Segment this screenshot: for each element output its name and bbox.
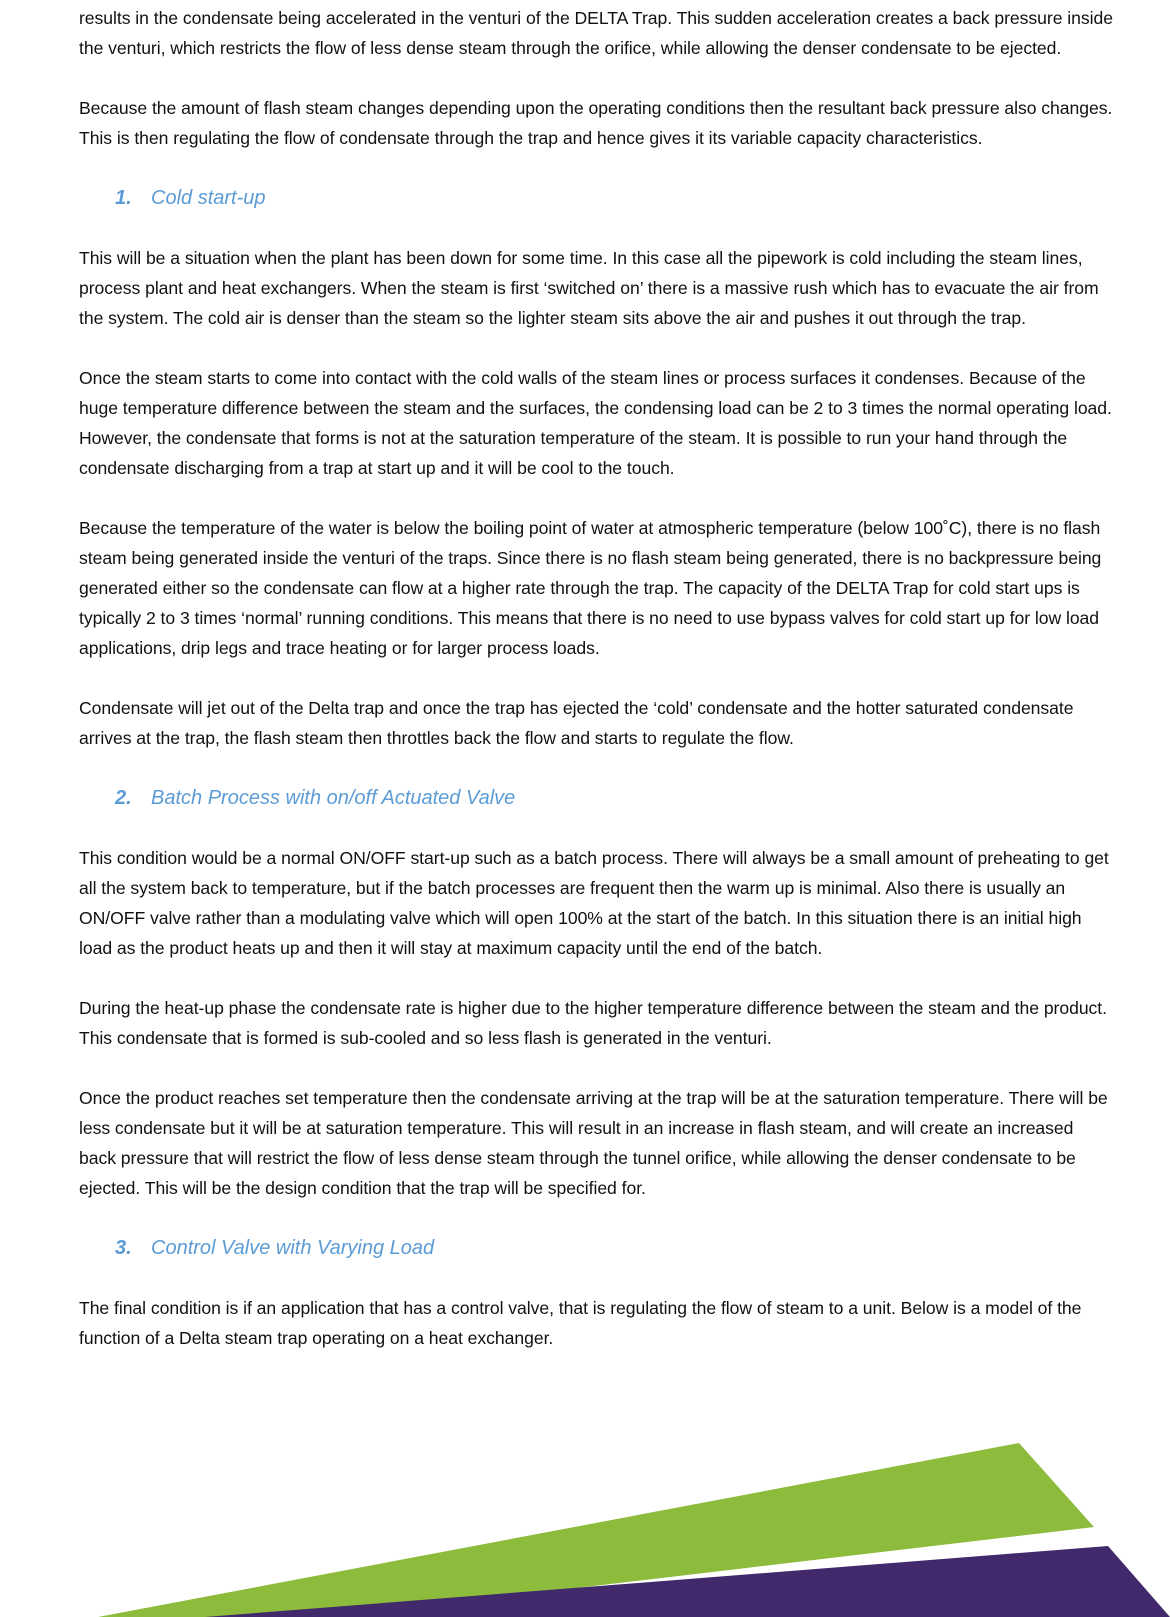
paragraph-steam-condenses: Once the steam starts to come into contact with the cold walls of the steam lines or process surfaces it condenses. Because of the huge temperature difference between the steam and the surfaces, the condensing load can be 2 to 3 times the normal operating load. However, the condensate that forms is not at the saturation temperature of the steam. It is possible to run your hand through the condensate discharging from a trap at start up and it will be cool to the touch.: [79, 368, 1112, 478]
paragraph-on-off-start-up: This condition would be a normal ON/OFF start-up such as a batch process. There will always be a small amount of preheating to get all the system back to temperature, but if the batch processes are frequent then the warm up is minimal. Also there is usually an ON/OFF valve rather than a modulating valve which will open 100% at the start of the batch. In this situation there is an initial high load as the product heats up and then it will stay at maximum capacity until the end of the batch.: [79, 848, 1109, 958]
heading-control-valve: [79, 1233, 1114, 1263]
heading-number: 3.: [115, 1237, 132, 1259]
paragraph-plant-down: This will be a situation when the plant has been down for some time. In this case all the pipework is cold including the steam lines, process plant and heat exchangers. When the steam is first ‘switched on’ there is a massive rush which has to evacuate the air from the system. The cold air is denser than the steam so the lighter steam sits above the air and pushes it out through the trap.: [79, 248, 1099, 328]
document-body: [79, 3, 1114, 1353]
heading-number: 1.: [115, 187, 132, 209]
footer-purple-stripe: [205, 1546, 1170, 1617]
paragraph-final-condition: The final condition is if an application that has a control valve, that is regulating the flow of steam to a unit. Below is a model of the function of a Delta steam trap operating on a heat exchanger.: [79, 1298, 1082, 1348]
footer-green-stripe: [98, 1443, 1094, 1617]
heading-title: Batch Process with on/off Actuated Valve: [151, 787, 516, 809]
paragraph-condensate-jet: Condensate will jet out of the Delta trap and once the trap has ejected the ‘cold’ condensate and the hotter saturated condensate arrives at the trap, the flash steam then throttles back the flow and starts to regulate the flow.: [79, 698, 1074, 748]
heading-number: 2.: [115, 787, 132, 809]
heading-cold-start-up: [79, 183, 1114, 213]
heading-batch-process: [79, 783, 1114, 813]
paragraph-variable-capacity: Because the amount of flash steam changes depending upon the operating conditions then the resultant back pressure also changes. This is then regulating the flow of condensate through the trap and hence gives it its variable capacity characteristics.: [79, 98, 1113, 148]
heading-title: Cold start-up: [151, 187, 266, 209]
paragraph-venturi-acceleration: results in the condensate being accelerated in the venturi of the DELTA Trap. This sudden acceleration creates a back pressure inside the venturi, which restricts the flow of less dense steam through the orifice, while allowing the denser condensate to be ejected.: [79, 8, 1113, 58]
heading-title: Control Valve with Varying Load: [151, 1237, 435, 1259]
paragraph-set-temperature: Once the product reaches set temperature then the condensate arriving at the trap will be at the saturation temperature. There will be less condensate but it will be at saturation temperature. This will result in an increase in flash steam, and will create an increased back pressure that will restrict the flow of less dense steam through the tunnel orifice, while allowing the denser condensate to be ejected. This will be the design condition that the trap will be specified for.: [79, 1088, 1108, 1198]
paragraph-heat-up-phase: During the heat-up phase the condensate rate is higher due to the higher temperature difference between the steam and the product. This condensate that is formed is sub-cooled and so less flash is generated in the venturi.: [79, 998, 1107, 1048]
paragraph-no-flash-steam: Because the temperature of the water is below the boiling point of water at atmospheric temperature (below 100˚C), there is no flash steam being generated inside the venturi of the traps. Since there is no flash steam being generated, there is no backpressure being generated either so the condensate can flow at a higher rate through the trap. The capacity of the DELTA Trap for cold start ups is typically 2 to 3 times ‘normal’ running conditions. This means that there is no need to use bypass valves for cold start up for low load applications, drip legs and trace heating or for larger process loads.: [79, 518, 1102, 658]
